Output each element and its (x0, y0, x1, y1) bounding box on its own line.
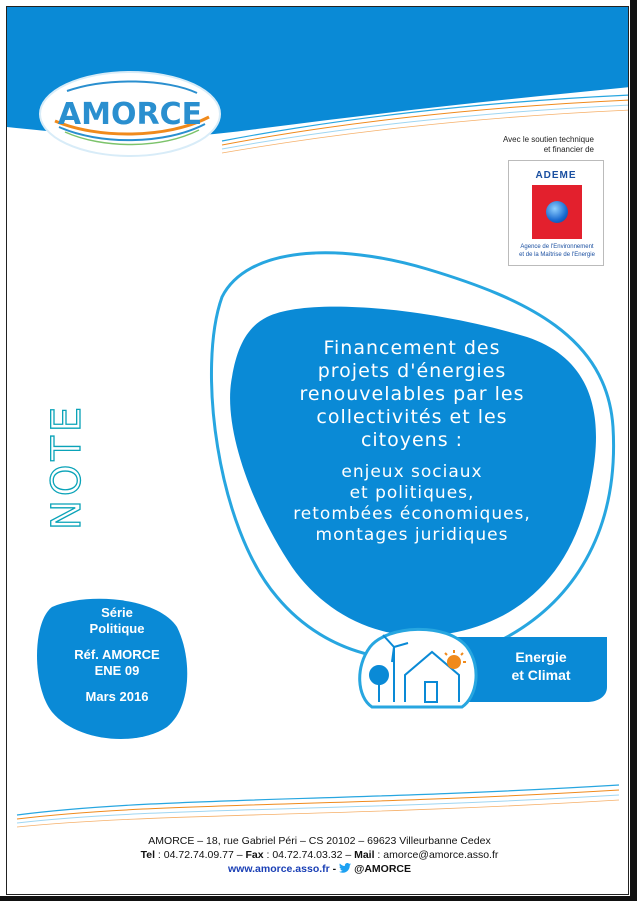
title-main-line-2: projets d'énergies (317, 360, 507, 382)
title-subtitle (252, 462, 572, 546)
support-line-2: et financier de (543, 145, 594, 154)
document-page (6, 6, 629, 895)
mail-value[interactable]: : amorce@amorce.asso.fr (374, 849, 499, 861)
document-title (252, 337, 572, 546)
fax-value: : 04.72.74.03.32 – (263, 849, 355, 861)
footer-address: AMORCE – 18, rue Gabriel Péri – CS 20102 – 69623 Villeurbanne Cedex (148, 835, 491, 847)
title-main-line-1: Financement des (323, 337, 501, 359)
serie-info (57, 605, 177, 705)
title-sub-line-4: montages juridiques (315, 525, 509, 545)
ademe-title: ADEME (535, 170, 577, 181)
reference-line-2: ENE 09 (94, 663, 140, 678)
footer-separator: - (329, 863, 340, 875)
title-main-line-3: renouvelables par les (299, 383, 525, 405)
twitter-handle[interactable]: @AMORCE (354, 863, 411, 875)
tel-value: : 04.72.74.09.77 – (155, 849, 246, 861)
title-sub-line-1: enjeux sociaux (341, 462, 483, 482)
support-line-1: Avec le soutien technique (502, 135, 594, 144)
serie-line-1: Série (101, 605, 133, 620)
note-label: NOTE (44, 402, 90, 530)
theme-line-2: et Climat (511, 667, 571, 683)
mail-label: Mail (354, 849, 375, 861)
tel-label: Tel (140, 849, 155, 861)
title-main-line-4: collectivités et les (316, 406, 508, 428)
title-main-line-5: citoyens : (360, 429, 464, 451)
title-main (252, 337, 572, 452)
logo-text: AMORCE (57, 97, 203, 132)
website-link[interactable]: www.amorce.asso.fr (228, 863, 330, 875)
footer-phone-line (6, 848, 629, 862)
title-sub-line-3: retombées économiques, (293, 504, 531, 524)
serie-line-2: Politique (89, 621, 145, 636)
reference-line-1: Réf. AMORCE (74, 647, 160, 662)
theme-line-1: Energie (515, 649, 567, 665)
ademe-subtitle-line-2: et de la Maîtrise de l'Energie (519, 252, 595, 258)
page-shadow-right (630, 0, 637, 901)
twitter-icon (339, 863, 351, 873)
footer-web-line (6, 862, 629, 876)
fax-label: Fax (245, 849, 264, 861)
theme-label (491, 648, 591, 684)
footer-contact (6, 834, 629, 876)
title-sub-line-2: et politiques, (349, 483, 475, 503)
page-shadow-bottom (0, 896, 637, 901)
publication-date: Mars 2016 (85, 689, 149, 704)
ademe-subtitle-line-1: Agence de l'Environnement (520, 244, 594, 250)
